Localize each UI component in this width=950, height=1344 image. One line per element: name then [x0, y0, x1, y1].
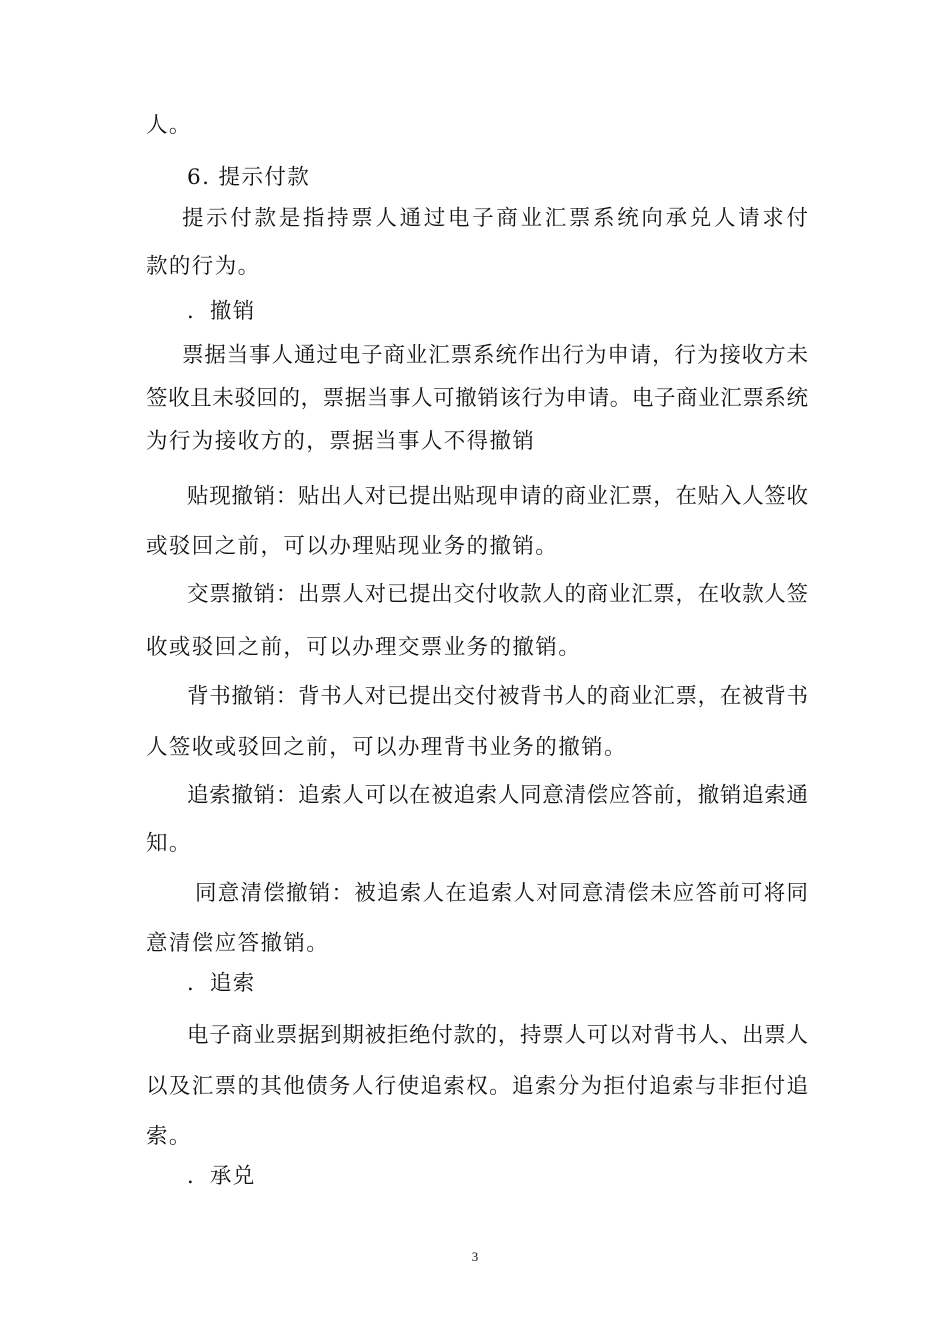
text-line-10: 或驳回之前，可以办理贴现业务的撤销。: [146, 534, 559, 559]
section-heading-revoke: ．撤销: [187, 299, 256, 324]
text-line-18: 意清偿应答撤销。: [146, 931, 330, 956]
text-line-1: 人。: [146, 113, 192, 138]
text-line-14: 人签收或驳回之前，可以办理背书业务的撤销。: [146, 735, 627, 760]
text-line-7: 签收且未驳回的，票据当事人可撤销该行为申请。电子商业汇票系统: [146, 386, 808, 411]
page-number: 3: [471, 1249, 479, 1264]
section-heading-recourse: ．追索: [187, 971, 256, 996]
text-line-3: 提示付款是指持票人通过电子商业汇票系统向承兑人请求付: [182, 206, 808, 231]
text-line-22: 索。: [146, 1124, 192, 1149]
text-line-12: 收或驳回之前，可以办理交票业务的撤销。: [146, 635, 582, 660]
text-line-17: 同意清偿撤销：被追索人在追索人对同意清偿未应答前可将同: [195, 881, 808, 906]
text-line-16: 知。: [146, 831, 192, 856]
text-line-20: 电子商业票据到期被拒绝付款的，持票人可以对背书人、出票人: [187, 1023, 808, 1048]
text-line-9: 贴现撤销：贴出人对已提出贴现申请的商业汇票，在贴入人签收: [187, 484, 808, 509]
text-line-4: 款的行为。: [146, 254, 261, 279]
section-heading-acceptance: ．承兑: [187, 1164, 256, 1189]
section-heading-payment: 6. 提示付款: [187, 165, 311, 190]
text-line-8: 为行为接收方的，票据当事人不得撤销: [146, 429, 536, 454]
text-line-15: 追索撤销：追索人可以在被追索人同意清偿应答前，撤销追索通: [187, 783, 808, 808]
text-line-21: 以及汇票的其他债务人行使追索权。追索分为拒付追索与非拒付追: [146, 1074, 808, 1099]
text-line-6: 票据当事人通过电子商业汇票系统作出行为申请，行为接收方未: [182, 343, 808, 368]
text-line-11: 交票撤销：出票人对已提出交付收款人的商业汇票，在收款人签: [187, 582, 808, 607]
text-line-13: 背书撤销：背书人对已提出交付被背书人的商业汇票，在被背书: [187, 684, 808, 709]
